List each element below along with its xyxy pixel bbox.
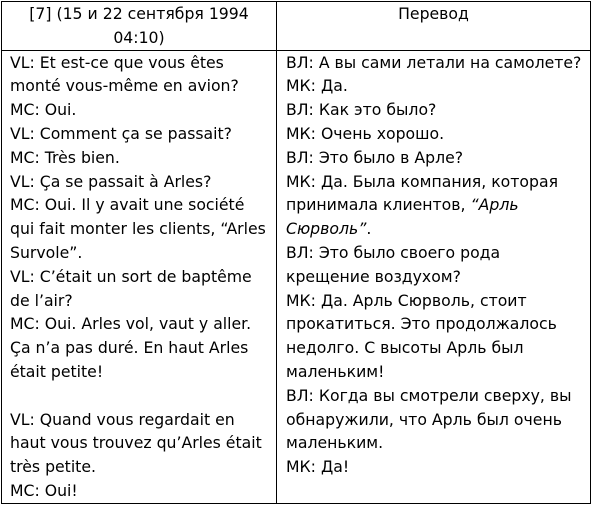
interview-table bbox=[1, 1, 591, 504]
translation-line: ВЛ: Когда вы смотрели сверху, вы обнаружили, что Арль был очень маленьким. bbox=[286, 385, 572, 453]
translation-line: ВЛ: А вы сами летали на самолете? bbox=[286, 52, 582, 72]
original-line: MC: Oui. Il y avait une société qui fait monter les clients, “Arles Survole”. bbox=[10, 195, 266, 262]
original-text-cell bbox=[2, 50, 277, 503]
translation-line: ВЛ: Это было в Арле? bbox=[286, 147, 464, 167]
original-line: VL: C’était un sort de baptême de l’air? bbox=[10, 266, 252, 310]
header-cell-translation bbox=[277, 2, 591, 51]
translation-line: МК: Да! bbox=[286, 457, 350, 477]
header-row bbox=[2, 2, 591, 51]
translation-line: МК: Да. bbox=[286, 76, 348, 96]
translation-text: . bbox=[366, 219, 372, 239]
original-line: MC: Oui! bbox=[10, 480, 78, 500]
translation-line: ВЛ: Как это было? bbox=[286, 100, 437, 120]
translation-line bbox=[286, 170, 586, 241]
translation-line: ВЛ: Это было своего рода крещение воздухом? bbox=[286, 242, 501, 286]
header-original-title: [7] (15 и 22 сентября 1994 04:10) bbox=[29, 4, 249, 47]
translation-text: МК: Да. Была компания, которая принимала клиентов, bbox=[286, 171, 559, 215]
header-translation-title: Перевод bbox=[398, 4, 469, 23]
content-row bbox=[2, 50, 591, 503]
original-line: VL: Et est-ce que vous êtes monté vous-même en avion? bbox=[10, 52, 239, 96]
original-line: MC: Oui. bbox=[10, 100, 77, 120]
translation-line: МК: Очень хорошо. bbox=[286, 123, 445, 143]
translation-text-cell bbox=[277, 50, 591, 503]
original-line: MC: Oui. Arles vol, vaut y aller. Ça n’a pas duré. En haut Arles était petite! bbox=[10, 314, 252, 381]
header-cell-original bbox=[2, 2, 277, 51]
translation-line: МК: Да. Арль Сюрволь, стоит прокатиться. Это продолжалось недолго. С высоты Арль был маленьким! bbox=[286, 290, 557, 381]
original-line: VL: Comment ça se passait? bbox=[10, 123, 232, 143]
original-line: VL: Quand vous regardait en haut vous trouvez qu’Arles était très petite. bbox=[10, 409, 262, 477]
original-line: MC: Très bien. bbox=[10, 147, 120, 167]
blank-line bbox=[10, 384, 272, 408]
company-name-italic: “Арль Сюрволь” bbox=[286, 195, 519, 239]
original-line: VL: Ça se passait à Arles? bbox=[10, 171, 212, 191]
